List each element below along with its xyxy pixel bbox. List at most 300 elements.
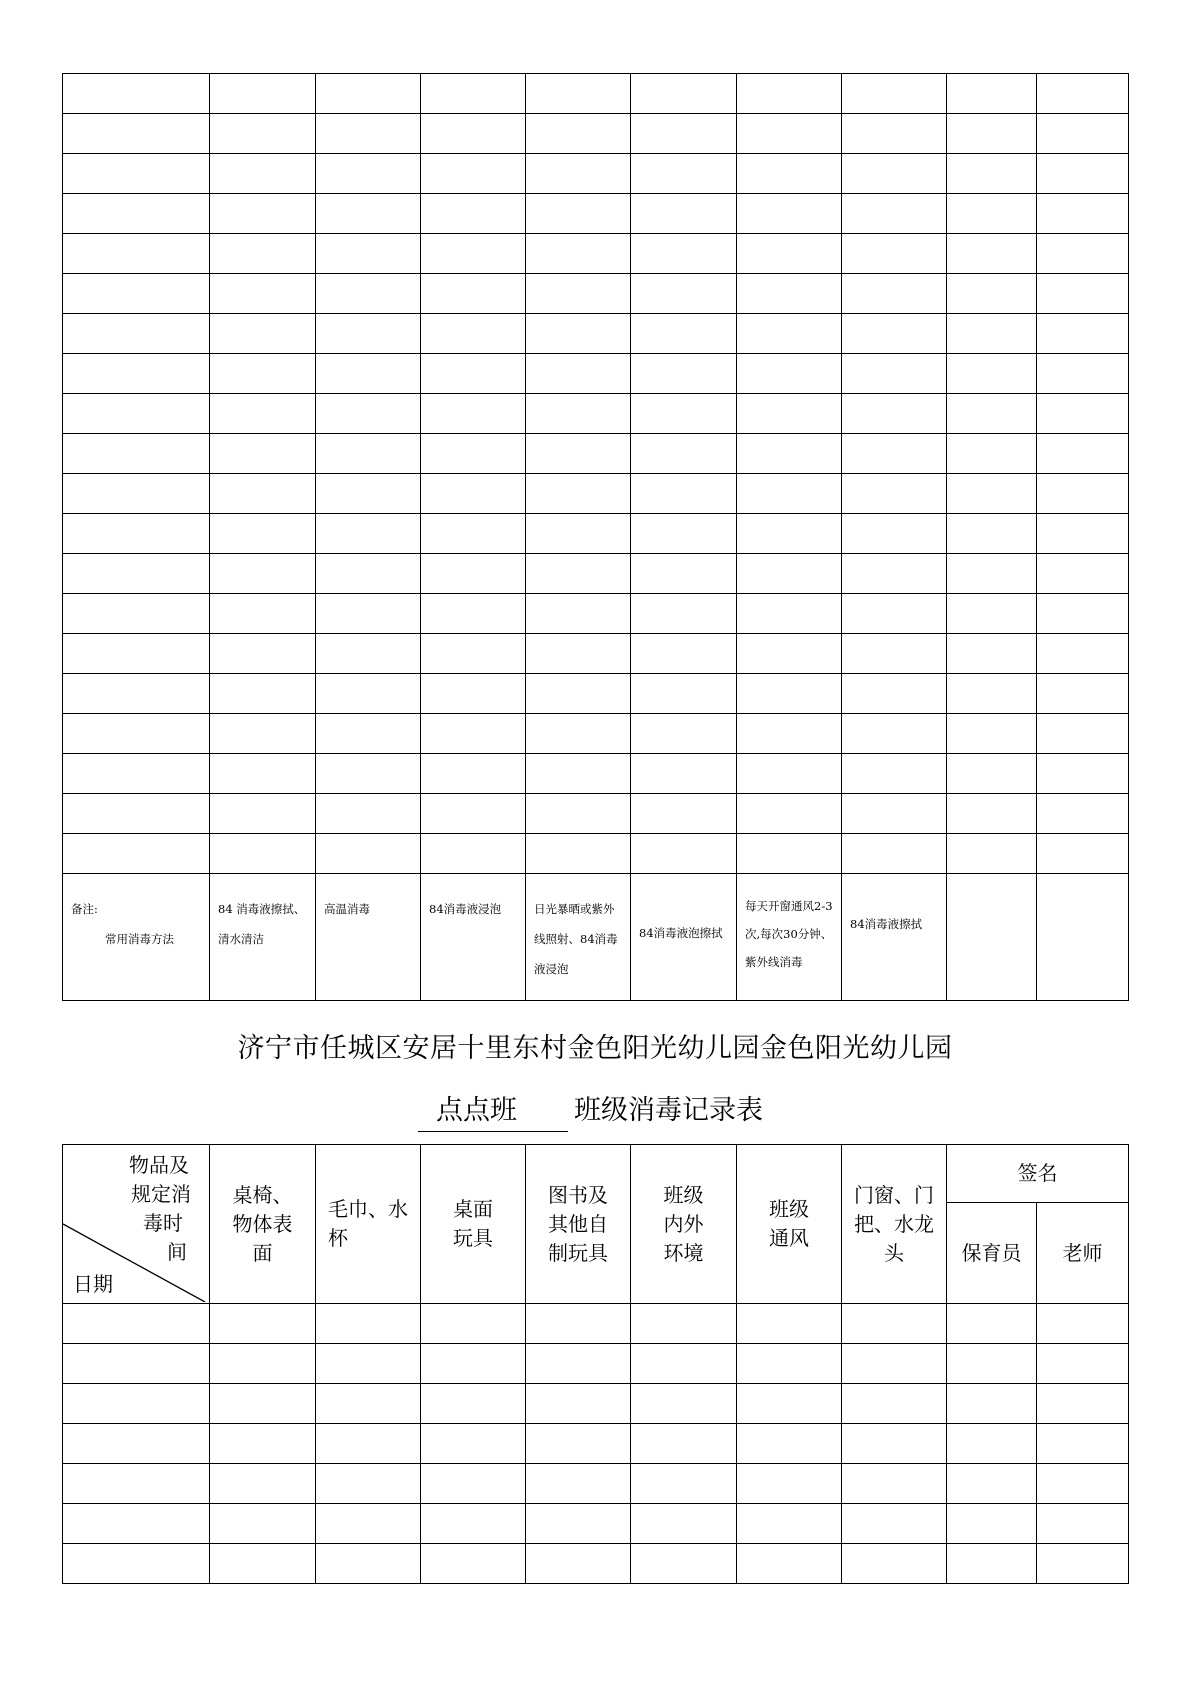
table-cell[interactable]	[737, 1384, 842, 1424]
table-cell[interactable]	[631, 1464, 737, 1504]
table-cell[interactable]	[421, 1384, 526, 1424]
table-row	[63, 1504, 1129, 1544]
table-cell[interactable]	[63, 834, 210, 874]
table-cell[interactable]	[316, 274, 421, 314]
table-cell[interactable]	[947, 834, 1037, 874]
table-cell[interactable]	[210, 1424, 316, 1464]
table-cell[interactable]	[842, 674, 947, 714]
table-cell[interactable]	[210, 74, 316, 114]
form-title: 班级消毒记录表	[574, 1095, 763, 1126]
table-cell[interactable]	[737, 514, 842, 554]
table-cell[interactable]	[526, 514, 631, 554]
table-cell[interactable]	[526, 274, 631, 314]
table-cell[interactable]	[210, 114, 316, 154]
table-cell[interactable]	[210, 754, 316, 794]
table-cell[interactable]	[947, 1464, 1037, 1504]
table-cell[interactable]	[210, 594, 316, 634]
table-cell[interactable]	[421, 74, 526, 114]
table-cell[interactable]	[526, 394, 631, 434]
table-cell[interactable]	[526, 1384, 631, 1424]
table-cell[interactable]	[421, 194, 526, 234]
table-cell[interactable]	[210, 234, 316, 274]
table-cell[interactable]	[526, 754, 631, 794]
table-cell[interactable]	[210, 554, 316, 594]
table-cell[interactable]	[526, 834, 631, 874]
table-cell[interactable]	[210, 1504, 316, 1544]
table-cell[interactable]	[316, 474, 421, 514]
table-cell[interactable]	[1037, 114, 1129, 154]
table-cell[interactable]	[737, 114, 842, 154]
table-cell[interactable]	[316, 754, 421, 794]
table-cell[interactable]	[1037, 74, 1129, 114]
table-cell[interactable]	[421, 234, 526, 274]
table-cell[interactable]	[526, 554, 631, 594]
table-cell[interactable]	[316, 1464, 421, 1504]
table-cell[interactable]	[1037, 274, 1129, 314]
table-cell[interactable]	[1037, 394, 1129, 434]
table-cell[interactable]	[631, 794, 737, 834]
notes-cell	[1037, 874, 1129, 1001]
table-cell[interactable]	[63, 194, 210, 234]
column-header-label: 门窗、门把、水龙头	[854, 1182, 934, 1265]
table-cell[interactable]	[842, 634, 947, 674]
table-cell[interactable]	[421, 554, 526, 594]
table-cell[interactable]	[842, 554, 947, 594]
table-cell[interactable]	[526, 154, 631, 194]
table-cell[interactable]	[737, 594, 842, 634]
table-cell[interactable]	[210, 714, 316, 754]
table-cell[interactable]	[63, 1544, 210, 1584]
table-cell[interactable]	[631, 754, 737, 794]
table-cell[interactable]	[526, 314, 631, 354]
table-cell[interactable]	[421, 474, 526, 514]
table-cell[interactable]	[316, 194, 421, 234]
table-cell[interactable]	[1037, 314, 1129, 354]
table-cell[interactable]	[526, 1464, 631, 1504]
table-cell[interactable]	[947, 794, 1037, 834]
table-cell[interactable]	[210, 154, 316, 194]
column-header-label: 毛巾、水杯	[328, 1197, 408, 1250]
table-cell[interactable]	[316, 314, 421, 354]
table-cell[interactable]	[737, 474, 842, 514]
table-cell[interactable]	[421, 714, 526, 754]
table-cell[interactable]	[631, 1344, 737, 1384]
table-cell[interactable]	[526, 1424, 631, 1464]
table-cell[interactable]	[631, 1424, 737, 1464]
table-cell[interactable]	[842, 1504, 947, 1544]
table-cell[interactable]	[316, 114, 421, 154]
table-cell[interactable]	[316, 834, 421, 874]
table-cell[interactable]	[1037, 1424, 1129, 1464]
table-cell[interactable]	[63, 1464, 210, 1504]
table-cell[interactable]	[421, 754, 526, 794]
table-cell[interactable]	[737, 354, 842, 394]
table-cell[interactable]	[63, 794, 210, 834]
table-cell[interactable]	[631, 394, 737, 434]
table-cell[interactable]	[1037, 194, 1129, 234]
table-cell[interactable]	[631, 834, 737, 874]
table-cell[interactable]	[421, 434, 526, 474]
notes-cell: 84消毒液浸泡	[421, 874, 526, 1001]
table-cell[interactable]	[316, 234, 421, 274]
table-cell[interactable]	[947, 514, 1037, 554]
table-cell[interactable]	[1037, 234, 1129, 274]
table-cell[interactable]	[63, 74, 210, 114]
table-cell[interactable]	[1037, 1304, 1129, 1344]
table-cell[interactable]	[210, 394, 316, 434]
table-cell[interactable]	[737, 794, 842, 834]
table-cell[interactable]	[421, 594, 526, 634]
table-cell[interactable]	[316, 554, 421, 594]
table-cell[interactable]	[842, 794, 947, 834]
table-cell[interactable]	[1037, 714, 1129, 754]
table-cell[interactable]	[526, 474, 631, 514]
table-cell[interactable]	[421, 1304, 526, 1344]
table-cell[interactable]	[631, 1304, 737, 1344]
table-cell[interactable]	[1037, 674, 1129, 714]
table-cell[interactable]	[63, 474, 210, 514]
table-cell[interactable]	[63, 594, 210, 634]
table-cell[interactable]	[63, 1504, 210, 1544]
table-cell[interactable]	[947, 594, 1037, 634]
table-cell[interactable]	[1037, 1344, 1129, 1384]
table-row	[63, 234, 1129, 274]
table-cell[interactable]	[63, 354, 210, 394]
table-cell[interactable]	[421, 354, 526, 394]
notes-label-cell	[63, 874, 210, 1001]
table-cell[interactable]	[526, 74, 631, 114]
table-cell[interactable]	[631, 514, 737, 554]
table-cell[interactable]	[1037, 1464, 1129, 1504]
disinfection-record-table	[62, 1144, 1129, 1584]
table-cell[interactable]	[842, 314, 947, 354]
table-cell[interactable]	[631, 474, 737, 514]
table-cell[interactable]	[737, 714, 842, 754]
table-cell[interactable]	[210, 634, 316, 674]
table-cell[interactable]	[63, 234, 210, 274]
table-cell[interactable]	[526, 354, 631, 394]
table-cell[interactable]	[631, 314, 737, 354]
table-cell[interactable]	[316, 1384, 421, 1424]
table-cell[interactable]	[947, 554, 1037, 594]
table-cell[interactable]	[421, 154, 526, 194]
column-header-label: 班级通风	[769, 1197, 809, 1250]
column-header	[526, 1145, 631, 1304]
table-cell[interactable]	[737, 314, 842, 354]
table-cell[interactable]	[631, 274, 737, 314]
table-cell[interactable]	[947, 1344, 1037, 1384]
table-cell[interactable]	[737, 394, 842, 434]
table-cell[interactable]	[1037, 594, 1129, 634]
table-cell[interactable]	[842, 394, 947, 434]
notes-cell: 84消毒液泡擦拭	[631, 874, 737, 1001]
table-cell[interactable]	[421, 1504, 526, 1544]
table-cell[interactable]	[526, 794, 631, 834]
table-cell[interactable]	[63, 1344, 210, 1384]
table-cell[interactable]	[63, 1304, 210, 1344]
table-cell[interactable]	[63, 714, 210, 754]
table-cell[interactable]	[210, 474, 316, 514]
table-cell[interactable]	[737, 1504, 842, 1544]
table-cell[interactable]	[947, 274, 1037, 314]
table-cell[interactable]	[631, 594, 737, 634]
table-cell[interactable]	[947, 1504, 1037, 1544]
table-cell[interactable]	[63, 514, 210, 554]
table-cell[interactable]	[316, 714, 421, 754]
table-cell[interactable]	[63, 114, 210, 154]
table-cell[interactable]	[947, 394, 1037, 434]
table-cell[interactable]	[210, 674, 316, 714]
table-cell[interactable]	[631, 674, 737, 714]
table-cell[interactable]	[737, 554, 842, 594]
table-cell[interactable]	[526, 674, 631, 714]
table-cell[interactable]	[1037, 1384, 1129, 1424]
table-cell[interactable]	[947, 474, 1037, 514]
table-cell[interactable]	[210, 1464, 316, 1504]
table-cell[interactable]	[842, 354, 947, 394]
header-row	[63, 1145, 1129, 1203]
table-cell[interactable]	[526, 1304, 631, 1344]
class-name-field: 点点班	[418, 1088, 568, 1132]
table-cell[interactable]	[947, 1304, 1037, 1344]
table-cell[interactable]	[631, 194, 737, 234]
table-cell[interactable]	[316, 354, 421, 394]
table-cell[interactable]	[631, 554, 737, 594]
table-cell[interactable]	[737, 674, 842, 714]
table-cell[interactable]	[526, 714, 631, 754]
table-cell[interactable]	[316, 1304, 421, 1344]
table-row	[63, 514, 1129, 554]
table-cell[interactable]	[737, 1464, 842, 1504]
table-cell[interactable]	[316, 74, 421, 114]
table-cell[interactable]	[421, 834, 526, 874]
notes-cell: 高温消毒	[316, 874, 421, 1001]
table-row	[63, 314, 1129, 354]
table-row	[63, 354, 1129, 394]
table-cell[interactable]	[842, 234, 947, 274]
table-cell[interactable]	[1037, 354, 1129, 394]
table-cell[interactable]	[316, 514, 421, 554]
table-cell[interactable]	[631, 714, 737, 754]
column-header	[421, 1145, 526, 1304]
table-cell[interactable]	[526, 194, 631, 234]
table-cell[interactable]	[842, 1304, 947, 1344]
table-cell[interactable]	[63, 394, 210, 434]
table-cell[interactable]	[210, 834, 316, 874]
table-cell[interactable]	[63, 754, 210, 794]
table-cell[interactable]	[947, 634, 1037, 674]
table-cell[interactable]	[210, 514, 316, 554]
table-cell[interactable]	[631, 354, 737, 394]
table-cell[interactable]	[63, 554, 210, 594]
table-cell[interactable]	[316, 634, 421, 674]
table-cell[interactable]	[631, 434, 737, 474]
table-cell[interactable]	[421, 394, 526, 434]
table-cell[interactable]	[526, 1504, 631, 1544]
table-cell[interactable]	[737, 194, 842, 234]
table-cell[interactable]	[842, 434, 947, 474]
table-cell[interactable]	[316, 1344, 421, 1384]
table-cell[interactable]	[842, 194, 947, 234]
table-cell[interactable]	[63, 434, 210, 474]
table-cell[interactable]	[210, 354, 316, 394]
table-cell[interactable]	[947, 1544, 1037, 1584]
table-cell[interactable]	[842, 1544, 947, 1584]
table-cell[interactable]	[1037, 514, 1129, 554]
table-cell[interactable]	[316, 1504, 421, 1544]
table-cell[interactable]	[63, 314, 210, 354]
table-cell[interactable]	[210, 314, 316, 354]
table-cell[interactable]	[421, 314, 526, 354]
table-cell[interactable]	[1037, 1544, 1129, 1584]
table-cell[interactable]	[631, 114, 737, 154]
signature-header: 签名	[947, 1145, 1129, 1203]
table-cell[interactable]	[842, 74, 947, 114]
table-cell[interactable]	[421, 114, 526, 154]
table-cell[interactable]	[947, 114, 1037, 154]
table-cell[interactable]	[210, 794, 316, 834]
table-cell[interactable]	[947, 674, 1037, 714]
table-cell[interactable]	[737, 834, 842, 874]
table-cell[interactable]	[210, 1544, 316, 1584]
table-cell[interactable]	[842, 114, 947, 154]
table-row	[63, 1304, 1129, 1344]
table-cell[interactable]	[210, 1344, 316, 1384]
table-cell[interactable]	[631, 1504, 737, 1544]
notes-cell: 每天开窗通风2-3次,每次30分钟、紫外线消毒	[737, 874, 842, 1001]
table-cell[interactable]	[737, 754, 842, 794]
table-cell[interactable]	[947, 194, 1037, 234]
table-cell[interactable]	[1037, 434, 1129, 474]
table-cell[interactable]	[842, 754, 947, 794]
table-cell[interactable]	[210, 194, 316, 234]
table-cell[interactable]	[1037, 554, 1129, 594]
table-cell[interactable]	[210, 274, 316, 314]
table-cell[interactable]	[842, 834, 947, 874]
table-cell[interactable]	[842, 514, 947, 554]
table-cell[interactable]	[842, 1464, 947, 1504]
table-cell[interactable]	[316, 1424, 421, 1464]
table-cell[interactable]	[210, 434, 316, 474]
column-header-label: 班级内外环境	[663, 1182, 704, 1265]
table-cell[interactable]	[947, 1384, 1037, 1424]
table-cell[interactable]	[947, 354, 1037, 394]
table-cell[interactable]	[737, 434, 842, 474]
table-cell[interactable]	[526, 1544, 631, 1584]
table-cell[interactable]	[210, 1384, 316, 1424]
table-cell[interactable]	[63, 1384, 210, 1424]
table-row	[63, 1424, 1129, 1464]
table-cell[interactable]	[316, 794, 421, 834]
table-cell[interactable]	[421, 674, 526, 714]
table-cell[interactable]	[1037, 154, 1129, 194]
table-row	[63, 554, 1129, 594]
table-cell[interactable]	[842, 154, 947, 194]
table-cell[interactable]	[526, 594, 631, 634]
table-row	[63, 434, 1129, 474]
column-header	[737, 1145, 842, 1304]
table-cell[interactable]	[63, 674, 210, 714]
table-cell[interactable]	[737, 274, 842, 314]
table-cell[interactable]	[631, 234, 737, 274]
table-cell[interactable]	[737, 1424, 842, 1464]
table-cell[interactable]	[1037, 474, 1129, 514]
table-cell[interactable]	[947, 434, 1037, 474]
table-cell[interactable]	[737, 154, 842, 194]
table-cell[interactable]	[526, 234, 631, 274]
table-cell[interactable]	[63, 634, 210, 674]
table-cell[interactable]	[526, 434, 631, 474]
table-cell[interactable]	[421, 1344, 526, 1384]
table-cell[interactable]	[421, 1544, 526, 1584]
table-cell[interactable]	[631, 154, 737, 194]
table-cell[interactable]	[947, 714, 1037, 754]
table-cell[interactable]	[421, 634, 526, 674]
table-cell[interactable]	[842, 274, 947, 314]
table-cell[interactable]	[421, 274, 526, 314]
table-cell[interactable]	[947, 154, 1037, 194]
table-cell[interactable]	[1037, 794, 1129, 834]
table-cell[interactable]	[947, 1424, 1037, 1464]
table-cell[interactable]	[631, 634, 737, 674]
table-cell[interactable]	[1037, 754, 1129, 794]
table-cell[interactable]	[842, 474, 947, 514]
table-cell[interactable]	[63, 154, 210, 194]
table-cell[interactable]	[316, 674, 421, 714]
table-cell[interactable]	[737, 634, 842, 674]
table-cell[interactable]	[737, 1544, 842, 1584]
table-cell[interactable]	[1037, 634, 1129, 674]
table-cell[interactable]	[737, 1344, 842, 1384]
table-cell[interactable]	[421, 1464, 526, 1504]
table-cell[interactable]	[421, 1424, 526, 1464]
table-row	[63, 274, 1129, 314]
table-cell[interactable]	[526, 634, 631, 674]
table-cell[interactable]	[526, 114, 631, 154]
table-cell[interactable]	[421, 514, 526, 554]
table-cell[interactable]	[947, 314, 1037, 354]
table-cell[interactable]	[737, 234, 842, 274]
table-cell[interactable]	[631, 1384, 737, 1424]
table-cell[interactable]	[947, 74, 1037, 114]
table-cell[interactable]	[737, 74, 842, 114]
table-cell[interactable]	[842, 1424, 947, 1464]
table-cell[interactable]	[316, 434, 421, 474]
table-cell[interactable]	[1037, 834, 1129, 874]
table-cell[interactable]	[316, 394, 421, 434]
table-cell[interactable]	[842, 714, 947, 754]
corner-line: 间	[167, 1240, 187, 1264]
table-cell[interactable]	[631, 74, 737, 114]
table-cell[interactable]	[526, 1344, 631, 1384]
table-cell[interactable]	[842, 594, 947, 634]
table-cell[interactable]	[947, 234, 1037, 274]
table-cell[interactable]	[842, 1344, 947, 1384]
table-cell[interactable]	[316, 154, 421, 194]
signature-column-header: 老师	[1037, 1203, 1129, 1304]
table-cell[interactable]	[63, 1424, 210, 1464]
table-cell[interactable]	[737, 1304, 842, 1344]
table-cell[interactable]	[421, 794, 526, 834]
table-cell[interactable]	[842, 1384, 947, 1424]
table-cell[interactable]	[210, 1304, 316, 1344]
table-cell[interactable]	[631, 1544, 737, 1584]
table-cell[interactable]	[63, 274, 210, 314]
table-cell[interactable]	[316, 594, 421, 634]
table-cell[interactable]	[1037, 1504, 1129, 1544]
table-cell[interactable]	[316, 1544, 421, 1584]
table-cell[interactable]	[947, 754, 1037, 794]
